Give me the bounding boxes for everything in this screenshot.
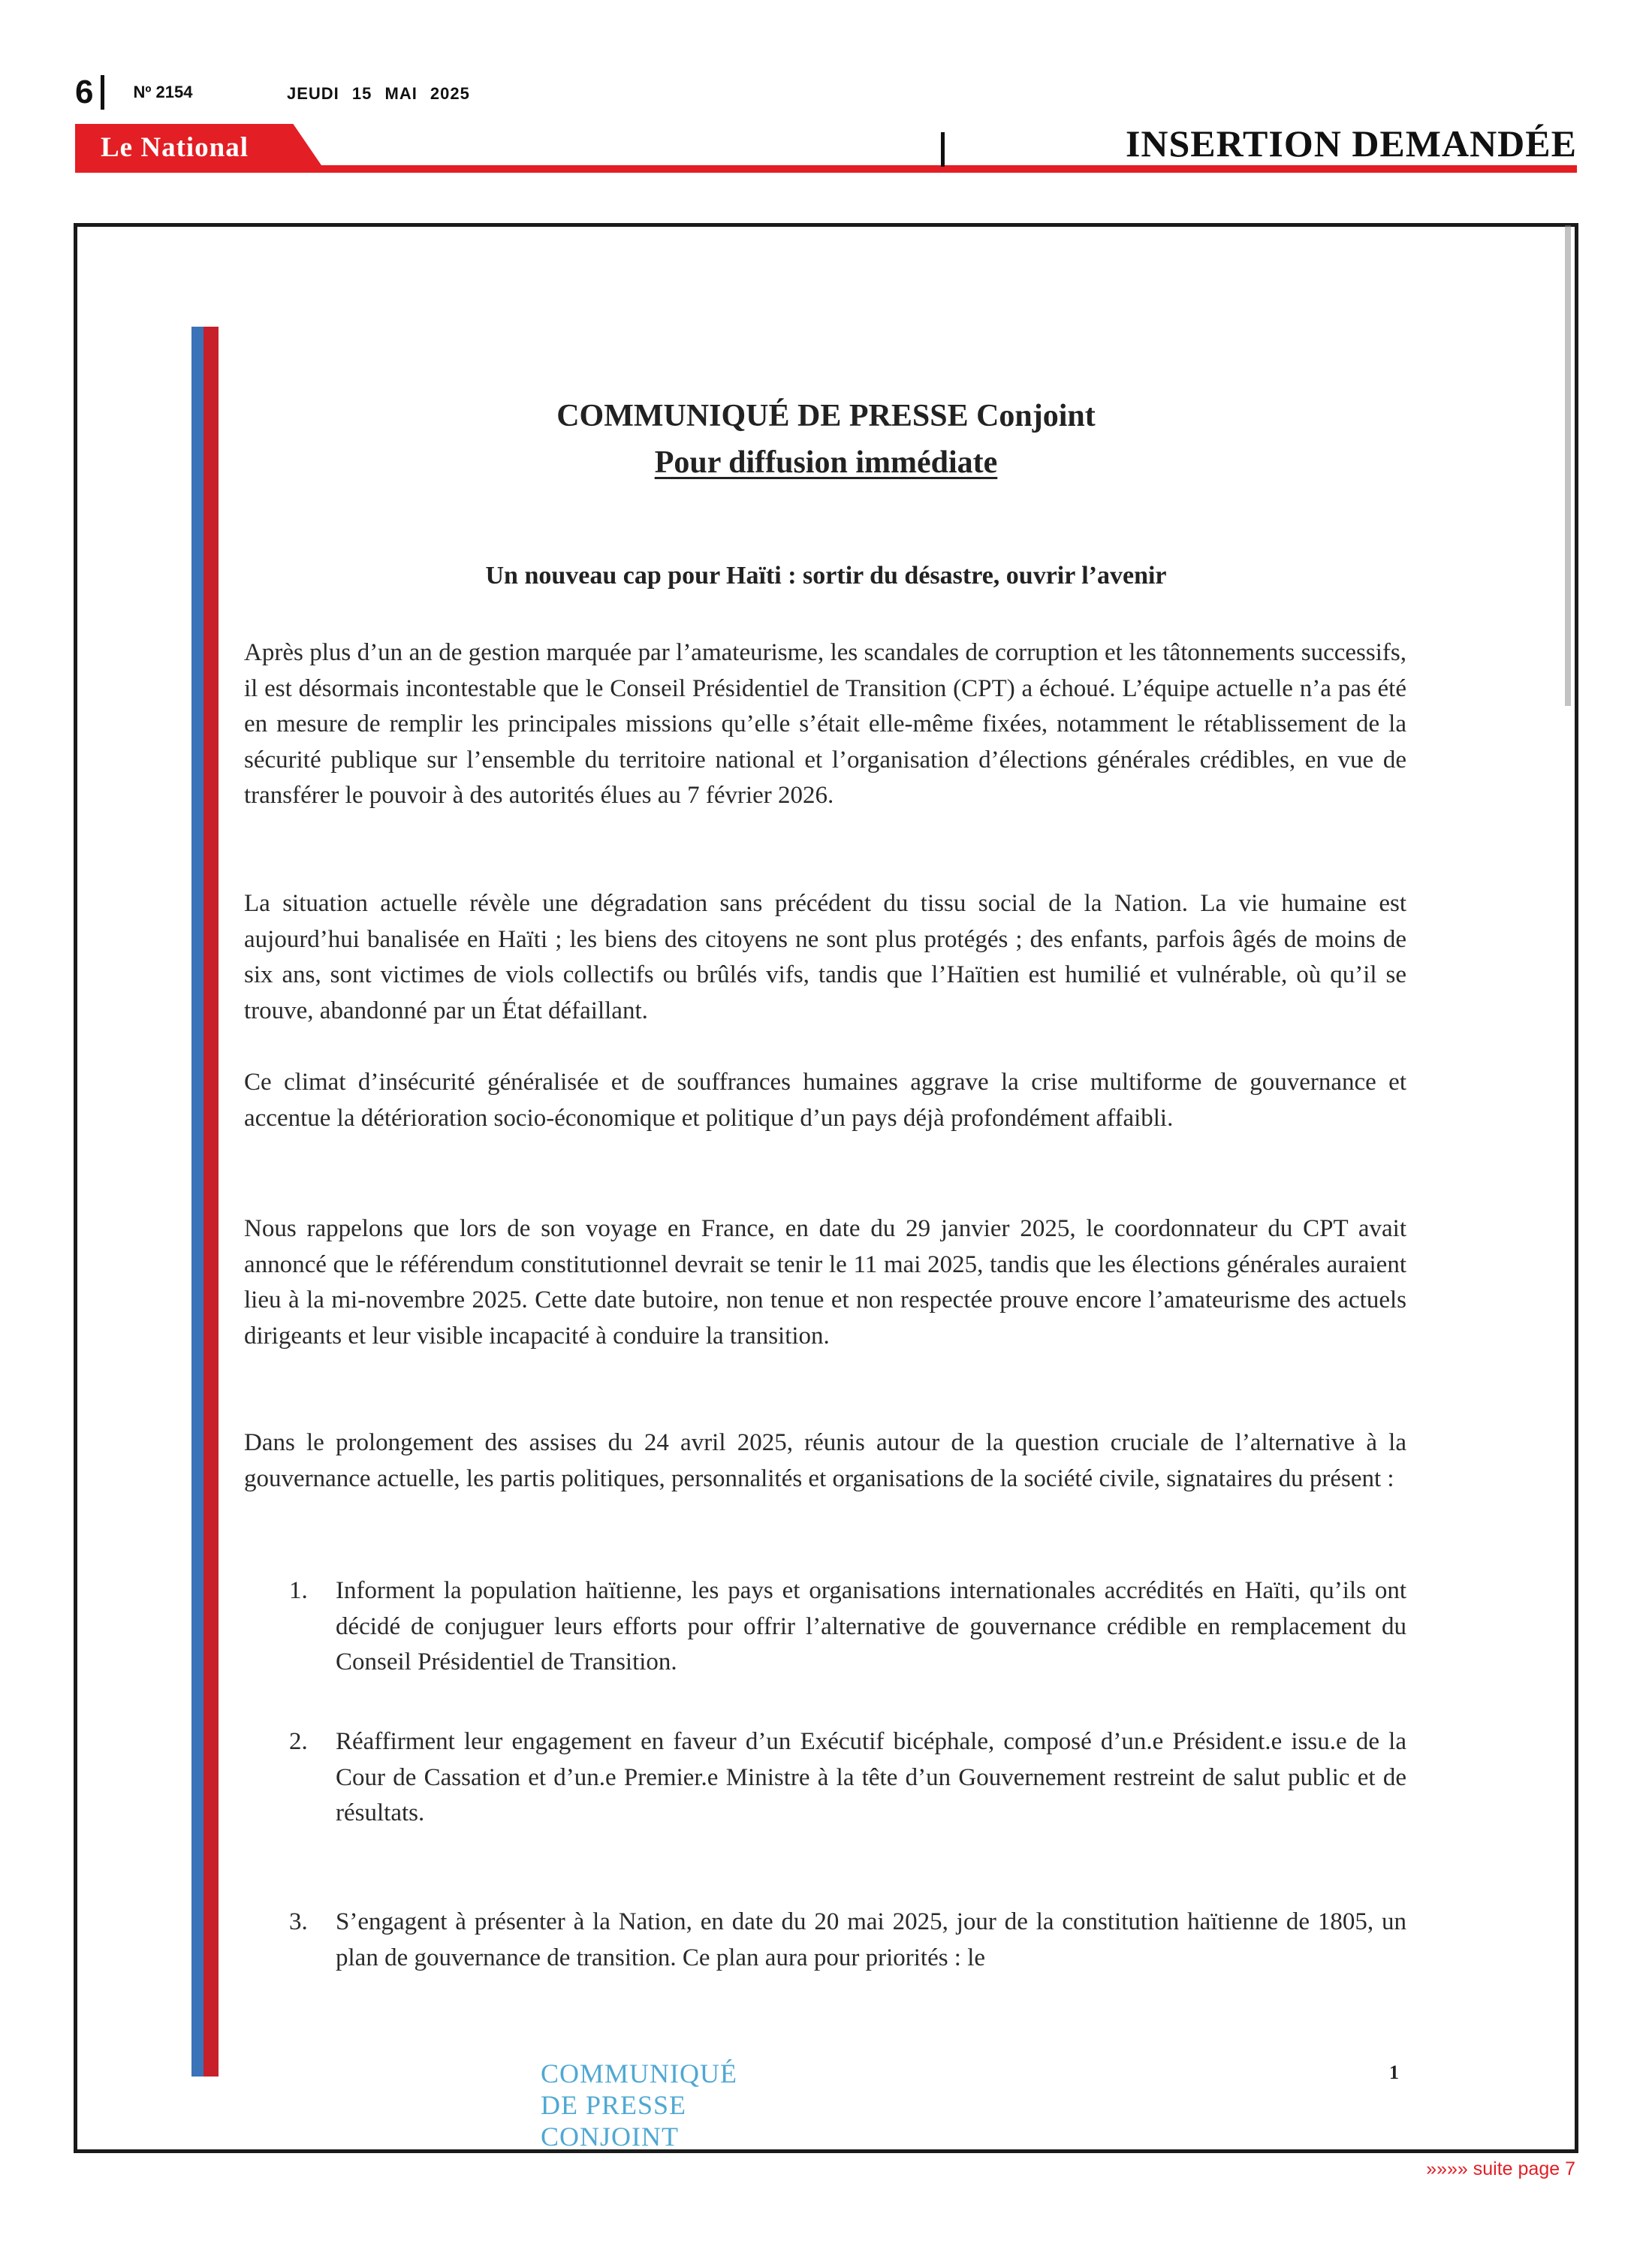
list-item-text: Réaffirment leur engagement en faveur d’un Exécutif bicéphale, composé d’un.e Président.e issu.e de la Cour de Cassation et d’un.e Premier.e Ministre à la tête d’un Gouvernement restreint de salut public et de résultats. bbox=[336, 1728, 1406, 1826]
paragraph: Ce climat d’insécurité généralisée et de souffrances humaines aggrave la crise multiforme de gouvernance et accentue la détérioration socio-économique et politique d’un pays déjà profondément affaibli. bbox=[244, 1069, 1406, 1132]
list-item-number: 3. bbox=[289, 1908, 308, 1935]
release-subtitle bbox=[526, 445, 1126, 481]
paragraph: La situation actuelle révèle une dégradation sans précédent du tissu social de la Nation. La vie humaine est aujourd’hui banalisée en Haïti ; les biens des citoyens ne sont plus protégés ; des enfants, parfois âgés de moins de six ans, sont victimes de viols collectifs ou brûlés vifs, tandis que l’Haïtien est humilié et vulnérable, où qu’il se trouve, abandonné par un État défaillant. bbox=[244, 890, 1406, 1024]
masthead-top bbox=[75, 74, 192, 111]
insertion-frame bbox=[74, 223, 1578, 2153]
release-headline: Un nouveau cap pour Haïti : sortir du désastre, ouvrir l’avenir bbox=[485, 562, 1167, 590]
paragraph: Dans le prolongement des assises du 24 avril 2025, réunis autour de la question cruciale de l’alternative à la gouvernance actuelle, les partis politiques, personnalités et organisations de la société civile, signataires du présent : bbox=[244, 1429, 1406, 1492]
paragraph: Après plus d’un an de gestion marquée par l’amateurisme, les scandales de corruption et les tâtonnements successifs, il est désormais incontestable que le Conseil Présidentiel de Transition (CPT) a échoué. L’équipe actuelle n’a pas été en mesure de remplir les principales missions qu’elle s’était elle-même fixées, notamment le rétablissement de la sécurité publique sur l’ensemble du territoire national et l’organisation d’élections générales crédibles, en vue de transférer le pouvoir à des autorités élues au 7 février 2026. bbox=[244, 639, 1406, 809]
release-title: COMMUNIQUÉ DE PRESSE Conjoint bbox=[556, 399, 1096, 433]
list-item-number: 2. bbox=[289, 1728, 308, 1755]
frame-shadow bbox=[1565, 225, 1571, 706]
paragraph: Nous rappelons que lors de son voyage en France, en date du 29 janvier 2025, le coordonnateur du CPT avait annoncé que le référendum constitutionnel devrait se tenir le 11 mai 2025, tandis que les élections générales auraient lieu à la mi-novembre 2025. Cette date butoire, non tenue et non respectée prouve encore l’amateurisme des actuels dirigeants et leur visible incapacité à conduire la transition. bbox=[244, 1215, 1406, 1350]
flag-stripe-red bbox=[203, 327, 219, 2077]
list-item bbox=[289, 1905, 1406, 1976]
release-subtitle-text: Pour diffusion immédiate bbox=[654, 445, 998, 480]
issue-date: JEUDI 15 MAI 2025 bbox=[287, 84, 470, 103]
release-footer-page: 1 bbox=[1389, 2061, 1399, 2083]
header-divider bbox=[941, 132, 945, 167]
issue-number: Nº 2154 bbox=[133, 83, 193, 101]
list-item bbox=[289, 1573, 1406, 1681]
page-number: 6 bbox=[75, 74, 94, 110]
page-number-divider bbox=[101, 75, 104, 110]
list-item bbox=[289, 1724, 1406, 1832]
header-rule bbox=[75, 165, 1577, 173]
release-footer-label: COMMUNIQUÉ DE PRESSE CONJOINT bbox=[541, 2058, 737, 2152]
list-item-number: 1. bbox=[289, 1577, 308, 1604]
continuation-link[interactable]: »»»» suite page 7 bbox=[1426, 2158, 1575, 2179]
list-item-text: Informent la population haïtienne, les pays et organisations internationales accrédités en Haïti, qu’ils ont décidé de conjuguer leurs efforts pour offrir l’alternative de gouvernance crédible en remplacement du Conseil Présidentiel de Transition. bbox=[336, 1577, 1406, 1675]
flag-stripe-blue bbox=[191, 327, 203, 2077]
list-item-text: S’engagent à présenter à la Nation, en date du 20 mai 2025, jour de la constitution haïtienne de 1805, un plan de gouvernance de transition. Ce plan aura pour priorités : le bbox=[336, 1908, 1406, 1971]
brand-name: Le National bbox=[101, 132, 249, 163]
section-title: INSERTION DEMANDÉE bbox=[1125, 122, 1577, 164]
